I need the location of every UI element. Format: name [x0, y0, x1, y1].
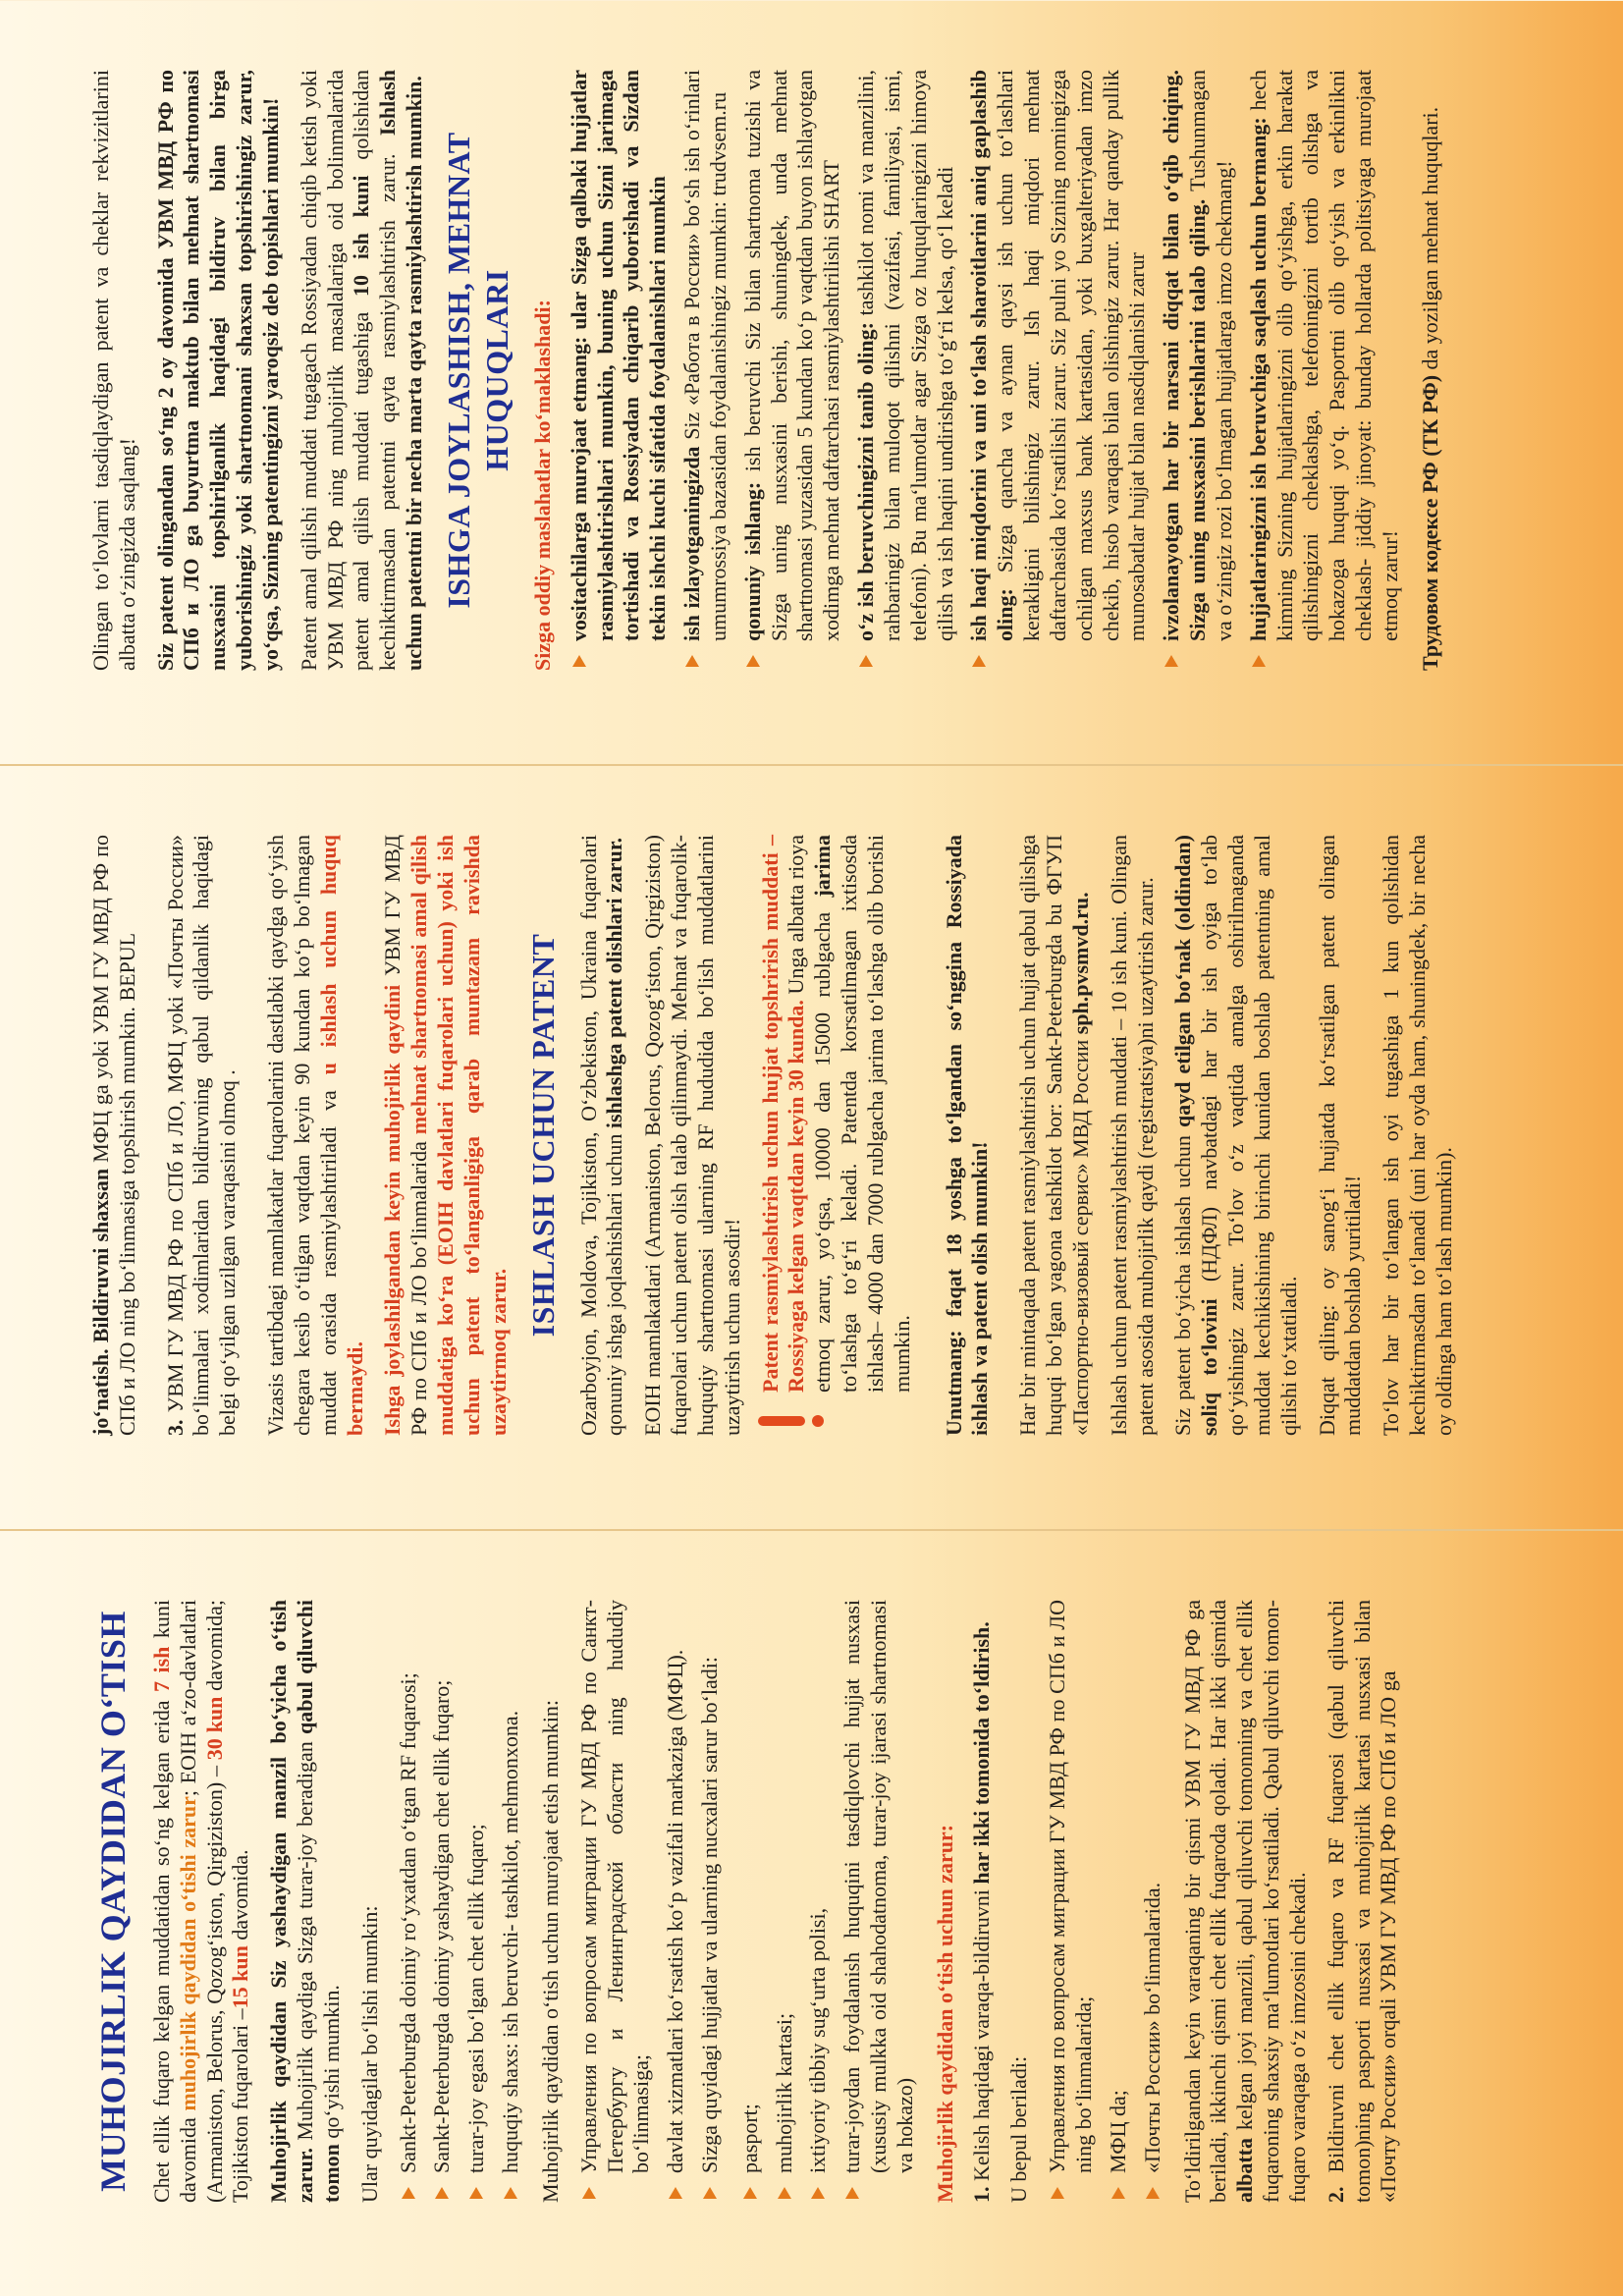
panel2-continuation: jo‘natish. Bildiruvni shaxsan МФЦ ga yoki УВМ ГУ МВД РФ по СПб и ЛО ning bo‘linmasiga topshirish mumkin. BEPUL [88, 835, 139, 1436]
list-item: o‘z ish beruvchingizni tanib oling: tashkilot nomi va manzilini, rahbaringiz bilan muloqot qilishni (vazifasi, familiyasi, ismi, telefoni). Bu ma‘lumotlar agar Sizga oz huquqlaringizni himoya qilish va ish haqini undirishga to‘g‘ri kelsa, qo‘l keladi [853, 70, 958, 671]
panel1-host: Muhojirlik qaydidan Siz yashaydigan manzil bo‘yicha o‘tish zarur. Muhojirlik qaydiga Sizga turar-joy beradigan qabul qiluvchi tomon qo‘yishi mumkin. [266, 1600, 344, 2203]
panel1-apply-intro: Muhojirlik qaydidan o‘tish uchun murojaat etish mumkin: [537, 1699, 563, 2203]
list-item: Управления по вопросам миграции ГУ МВД РФ по СПб и ЛО ning bo‘linmalarida; [1045, 1600, 1098, 2203]
warning-text: Patent rasmiylashtirish uchun hujjat topshrirish muddati – Rossiyaga kelgan vaqtdan keyin 30 kunda. Unga albatta rioya etmoq zarur, yo‘qsa, 10000 dan 15000 rublgacha jarima to‘lashga to‘g‘ri keladi. Patentda korsatilmagan ixtisosda ishlash– 4000 dan 7000 rublgacha jarima to‘lashga olib borishi mumkin. [757, 835, 914, 1393]
list-item: Управления по вопросам миграции ГУ МВД РФ по Санкт-Петербургу и Ленинградской области ning hududiy bo‘linmasiga; [576, 1600, 655, 2203]
list-item: ixtiyoriy tibbiy sug‘urta polisi, [805, 1600, 832, 2203]
panel2-step3: 3. УВМ ГУ МВД РФ по СПб и ЛО, МФЦ yoki «Почты России» bo‘linmalari xodimlaridan bildiruvning qabul qildanlik haqidagi belgi qo‘yilgan uzilgan varaqasini olmoq . [162, 835, 241, 1436]
list-item: Sizga quyidagi hujjatlar va ularning nucxalari sarur bo‘ladi: [697, 1600, 724, 2203]
panel3-law: Трудовом кодексе РФ (ТК РФ) da yozilgan mehnat huquqlari. [1417, 106, 1442, 671]
list-item: pasport; [737, 1600, 764, 2203]
list-item: huquqiy shaxs: ish beruvchi- tashkilot, mehmonxona. [498, 1600, 524, 2203]
list-item: Sankt-Peterburgda doimiy yashaydigan chet ellik fuqaro; [429, 1600, 456, 2203]
panel2-time: Ishlash uchun patent rasmiylashtirish muddati – 10 ish kuni. Olingan patent asosida muhojirlik qaydi (registratsiya)ni uzaytirish zarur. [1106, 835, 1158, 1436]
panel2-countries: Ozarboyjon, Moldova, Tojikiston, O‘zbekiston, Ukraina fuqarolari qonuniy ishga joqlashishlari uchun ishlashga patent olishlari zarur. [575, 835, 627, 1436]
list-item: hujjatlaringizni ish beruvchiga saqlash uchun bermang: hech kimning Sizning hujjatlaringizni olib qo‘yishga, erkin harakat qilishingizni cheklashga, telefoningizni tortib olishga va hokazoga huquqi yo‘q. Pasportni olib qo‘yish va erkinlikni cheklash- jiddiy jinoyat: bunday hollarda politsiyaga murojaat etmoq zarur! [1246, 70, 1404, 671]
panel1-step2: 2. Bildiruvni chet ellik fuqaro va RF fuqarosi (qabul qiluvchi tomon)ning pasporti nusxasi va muhojirlik kartasi nusxasi bilan «Почту России» orqali УВМ ГУ МВД РФ по СПб и ЛО ga [1323, 1600, 1401, 2203]
docs-list [737, 1600, 919, 2203]
panel3-title: ISHGA JOYLASHISH, MEHNAT HUQUQLARI [440, 132, 514, 609]
given-list [1045, 1600, 1165, 2203]
panel2-pay: To‘lov har bir to‘langan ish oyi tugashiga 1 kun qolishidan kechiktirmasdan to‘lanadi (uni har oyda ham, shuningdek, bir necha oy oldinga ham to‘lash mumkin). [1379, 835, 1456, 1436]
panel1-intro: Chet ellik fuqaro kelgan muddatidan so‘ng kelgan erida 7 ish kuni davomida muhojirlik qaydidan o‘tishi zarur; EOIH a‘zo-davlatlari (Armaniston, Belorus, Qozog‘iston, Qirgiziston) – 30 kun davomida; Tojikiston fuqarolari –15 kun davomida. [148, 1600, 253, 2203]
panel-work-patent [0, 766, 1623, 1531]
warning-block [758, 835, 928, 1436]
list-item: Sankt-Peterburgda doimiy ro‘yxatdan o‘tgan RF fuqarosi; [396, 1600, 422, 2203]
panel3-subheading: Sizga oddiy maslahatlar ko‘maklashadi: [530, 300, 555, 671]
panel2-attention: Diqqat qiling: oy sanog‘i hujjatda ko‘rsatilgan patent olingan muddatdan boshlab yuritiladi! [1314, 835, 1366, 1436]
list-item: qonuniy ishlang: ish beruvchi Siz bilan shartnoma tuzishi va Sizga uning nusxasini berishi, shuningdek, unda mehnat shartnomasi yuzasidan 5 kundan ko‘p vaqtdan buyon ishlayotgan xodimga mehnat daftarchasi rasmiylashtirilishi SHART [740, 70, 845, 671]
list-item: turar-joy egasi bo‘lgan chet ellik fuqaro; [463, 1600, 490, 2203]
panel2-job: Ishga joylashilgandan keyin muhojirlik qaydini УВМ ГУ МВД РФ по СПб и ЛО bo‘linmalarida mehnat shartnomasi amal qilish muddatiga ko‘ra (EOIH davlatlari fuqarolari uchun) yoki ish uchun patent to‘langanligiga qarab muntazam ravishda uzaytirmoq zarur. [380, 835, 511, 1436]
list-item: ish izlayotganingizda Siz «Работа в России» bo‘sh ish o‘rinlari umumrossiya bazasidan foydalanishingiz mumkin: trudvsem.ru [679, 70, 732, 671]
list-item: muhojirlik kartasi; [772, 1600, 798, 2203]
panel2-reg: Har bir mintaqada patent rasmiylashtirish uchun hujjat qabul qilishga huquqi bo‘lgan yagona tashkilot bor: Sankt-Peterburgda bu ФГУП «Паспортно-визовый сервис» МВД России sph.pvsmvd.ru. [1015, 835, 1093, 1436]
list-item: ish haqi miqdorini va uni to‘lash sharoitlarini aniq gaplashib oling: Sizga qancha va aynan qaysi ish uchun to‘lashlari kerakligini bilishingiz zarur. Ish haqi miqdori mehnat daftarchasida ko‘rsatilishi zarur. Siz pulni yo Sizning nomingizga ochilgan maxsus bank kartasidan, yoki buxgalteriyadan imzo chekib, hisob varaqasi bilan olishingiz zarur. Har qanday pullik munosabatlar hujjat bilan nasdiqlanishi zarur [966, 70, 1151, 671]
panel1-subheading: Muhojirlik qaydidan o‘tish uchun zarur: [932, 1824, 957, 2203]
hosts-list [396, 1600, 524, 2203]
panel3-lost: Siz patent olingandan so‘ng 2 oy davomida УВМ МВД РФ по СПб и ЛО ga buyurtma maktub bilan mehnat shartnomasi nusxasini topshirilganlik haqidagi bildiruv bilan birga yuborishingiz yoki shartnomani shaxsan topshirishingiz zarur, yo‘qsa, Sizning patentingizni yaroqsiz deb topishlari mumkin! [152, 70, 283, 671]
list-item: vositachilarga murojaat etmang: ular Sizga qalbaki hujjatlar rasmiylashtirishlari mumkin, buning uchun Sizni jarimaga tortishadi va Rossiyadan chiqarib yuborishadi va Sizdan tekin ishchi kuchi sifatida foydalanishlari mumkin [567, 70, 672, 671]
exclamation-icon [758, 1406, 827, 1436]
list-item: turar-joydan foydalanish huquqini tasdiqlovchi hujjat nusxasi (xususiy mulkka oid shahodatnoma, turar-joy ijarasi shartnomasi va hokazo) [839, 1600, 918, 2203]
panel2-age: Unutmang: faqat 18 yoshga to‘lgandan so‘nggina Rossiyada ishlash va patent olish mumkin! [941, 835, 993, 1436]
panel2-eoih: EOIH mamlakatlari (Armaniston, Belorus, Qozog‘iston, Qirgiziston) fuqarolari uchun patent olish talab qilinmaydi. Mehnat va fuqarolik-huquqiy shartnomasi ularning RF hududida bo‘lish muddatlarini uzaytirish uchun asosdir! [640, 835, 744, 1436]
list-item: МФЦ da; [1106, 1600, 1132, 2203]
panel1-title: MUHOJIRLIK QAYDIDAN O‘TISH [93, 1611, 133, 2192]
list-item: davlat xizmatlari ko‘rsatish ko‘p vazifali markaziga (МФЦ). [663, 1600, 689, 2203]
panel1-step1-free: U bepul beriladi: [1006, 2055, 1032, 2203]
panel2-title: ISHLASH UCHUN PATENT [524, 933, 561, 1338]
panel-migration-registration [0, 1531, 1623, 2296]
apply-list [576, 1600, 724, 2203]
panel1-step1: 1. Kelish haqidagi varaqa-bildiruvni har ikki tomonida to‘ldirish. [968, 1621, 994, 2203]
list-item: «Почты России» bo‘linmalarida. [1140, 1600, 1166, 2203]
panel1-para: To‘ldirilgandan keyin varaqaning bir qismi УВМ ГУ МВД РФ ga beriladi, ikkinchi qismi chet ellik fuqaroda qoladi. Har ikki qismida albatta kelgan joyi manzili, qabul qiluvchi tomonning va chet ellik fuqaroning shaxsiy ma‘lumotlari ko‘rsatiladi. Qabul qiluvchi tomon-fuqaro varaqaga o‘z imzosini chekadi. [1179, 1600, 1310, 2203]
panel-employment-rights [0, 1, 1623, 766]
panel3-extend: Patent amal qilishi muddati tugagach Rossiyadan chiqib ketish yoki УВМ МВД РФ ning muhojirlik masalalariga oid bolinmalarida patent amal qilish muddati tugashiga 10 ish kuni qolishidan kechiktirmasdan patentni qayta rasmiylashtirish zarur. Ishlash uchun patentni bir necha marta qayta rasmiylashtirish mumkin. [296, 70, 427, 671]
advice-list [567, 70, 1404, 671]
panel2-visa: Vizasis tartibdagi mamlakatlar fuqarolarini dastlabki qaydga qo‘yish chegara kesib o‘tilgan vaqtdan keyin 90 kundan ko‘p bo‘lmagan muddat orasida rasmiylashtiriladi va u ishlash uchun huquq bermaydi. [263, 835, 367, 1436]
panel3-top: Olingan to‘lovlarni tasdiqlaydigan patent va cheklar rekvizitlarini albatta o‘zingizda saqlang! [88, 70, 139, 671]
panel2-tax: Siz patent bo‘yicha ishlash uchun qayd etilgan bo‘nak (oldindan) soliq to‘lovini (НДФЛ) navbatdagi har bir ish oyiga to‘lab qo‘yishingiz zarur. To‘lov o‘z vaqtida amalga oshirilmaganda muddat kechikishining birinchi kunidan boshlab patentning amal qilishi to‘xtatiladi. [1170, 835, 1301, 1436]
panel1-hosts-intro: Ular quyidagilar bo‘lishi mumkin: [356, 1905, 382, 2203]
list-item: ivzolanayotgan har bir narsani diqqat bilan o‘qib chiqing. Sizga uning nusxasini berishlarini talab qiling. Tushunmagan va o‘zingiz rozi bo‘lmagan hujjatlarga imzo chekmang! [1159, 70, 1237, 671]
